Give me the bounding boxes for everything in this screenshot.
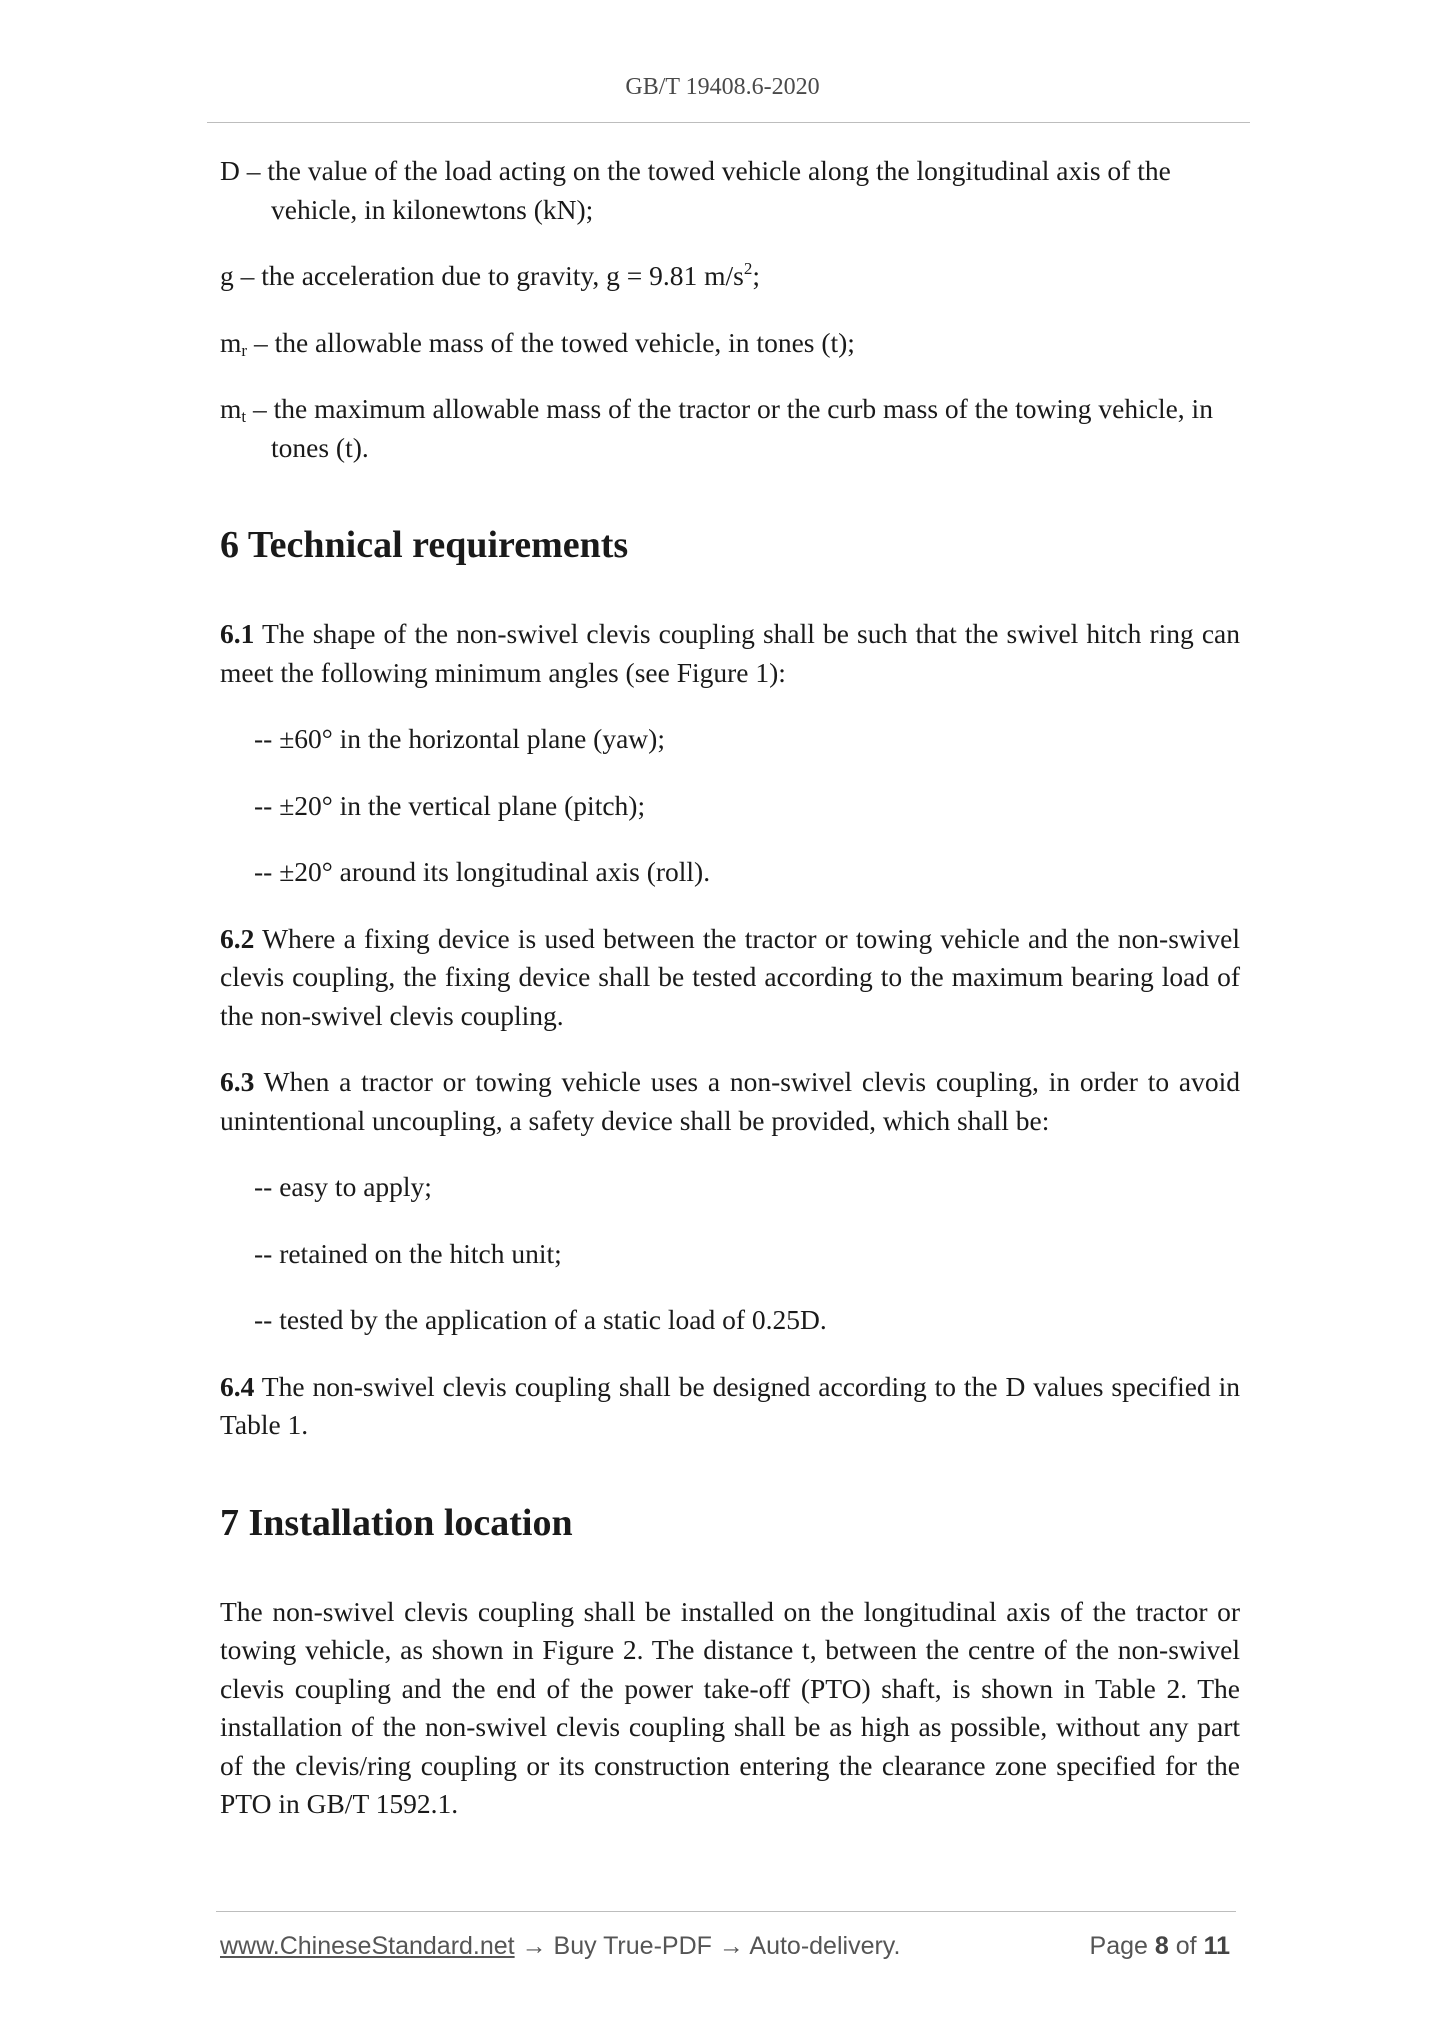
header-divider (207, 122, 1250, 123)
angle-item: -- ±60° in the horizontal plane (yaw); (254, 723, 665, 754)
superscript: 2 (743, 259, 753, 278)
safety-item: -- easy to apply; (254, 1171, 432, 1202)
clause-6-1 (220, 615, 1240, 692)
clause-text: The shape of the non-swivel clevis coupling shall be such that the swivel hitch ring can meet the following minimum angles (see Figure 1): (220, 618, 1240, 688)
definition-symbol: m (220, 393, 242, 424)
definition-text: – the acceleration due to gravity, g = 9.81 m/s (233, 260, 744, 291)
definition-symbol: D (220, 155, 240, 186)
definition-d (220, 152, 1240, 229)
footer-tagline: → Buy True-PDF → Auto-delivery. (514, 1932, 901, 1960)
definition-text: – the maximum allowable mass of the tractor or the curb mass of the towing vehicle, in tones (t). (246, 393, 1213, 463)
definition-g (220, 257, 1240, 296)
clause-text: When a tractor or towing vehicle uses a non-swivel clevis coupling, in order to avoid unintentional uncoupling, a safety device shall be provided, which shall be: (220, 1066, 1240, 1136)
definition-symbol: m (220, 326, 242, 358)
definition-text: – the value of the load acting on the towed vehicle along the longitudinal axis of the vehicle, in kilonewtons (kN); (239, 155, 1171, 225)
clause-6-4 (220, 1368, 1240, 1445)
section-7-paragraph: The non-swivel clevis coupling shall be installed on the longitudinal axis of the tractor or towing vehicle, as shown in Figure 2. The distance t, between the centre of the non-swivel clevis coupling and the end of the power take-off (PTO) shaft, is shown in Table 2. The installation of the non-swivel clevis coupling shall be as high as possible, without any part of the clevis/ring coupling or its construction entering the clearance zone specified for the PTO in GB/T 1592.1. (220, 1595, 1240, 1819)
definition-mt (220, 390, 1240, 467)
subscript: t (241, 407, 247, 426)
definition-mr (220, 324, 1240, 363)
section-heading-7: 7 Installation location (220, 1501, 573, 1544)
definition-text: – the allowable mass of the towed vehicle, in tones (t); (247, 326, 855, 358)
safety-item: -- tested by the application of a static load of 0.25D. (254, 1304, 827, 1335)
clause-6-2 (220, 920, 1240, 1036)
footer-promo (220, 1932, 900, 1961)
clause-text: The non-swivel clevis coupling shall be designed according to the D values specified in Table 1. (220, 1370, 1240, 1440)
clause-number: 6.1 (220, 618, 255, 649)
current-page: 8 (1154, 1932, 1169, 1960)
page-of: of (1175, 1932, 1197, 1960)
angle-item: -- ±20° in the vertical plane (pitch); (254, 789, 646, 821)
page-number (1090, 1932, 1230, 1961)
clause-number: 6.2 (220, 922, 255, 954)
clause-number: 6.4 (220, 1370, 255, 1402)
clause-6-3 (220, 1063, 1240, 1140)
document-header: GB/T 19408.6-2020 (625, 74, 820, 100)
total-pages: 11 (1203, 1932, 1230, 1960)
footer-divider (216, 1911, 1236, 1912)
section-heading-6: 6 Technical requirements (220, 524, 629, 566)
website-link[interactable]: www.ChineseStandard.net (220, 1932, 515, 1960)
safety-item: -- retained on the hitch unit; (254, 1237, 562, 1269)
definition-text-end: ; (752, 260, 760, 291)
angle-item: -- ±20° around its longitudinal axis (roll). (254, 856, 711, 887)
page-content (220, 152, 1240, 1852)
subscript: r (241, 340, 248, 360)
definition-symbol: g (220, 260, 234, 291)
clause-number: 6.3 (220, 1066, 255, 1097)
page-word: Page (1089, 1932, 1148, 1960)
clause-text: Where a fixing device is used between the tractor or towing vehicle and the non-swivel clevis coupling, the fixing device shall be tested according to the maximum bearing load of the non-swivel clevis coupling. (220, 922, 1240, 1031)
